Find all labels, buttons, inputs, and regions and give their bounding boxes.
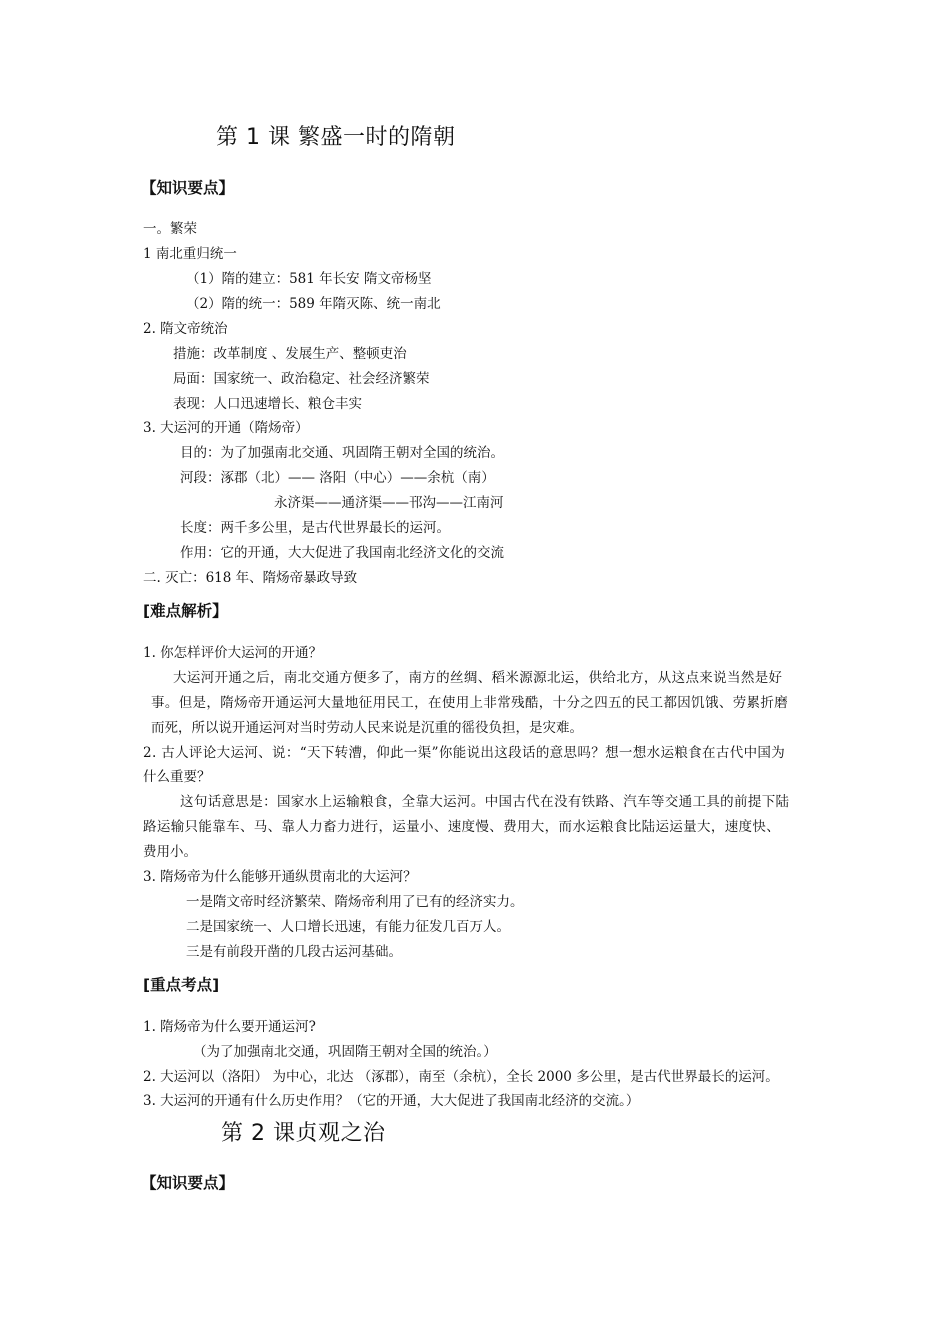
difficult-line: 2. 古人评论大运河、说：“天下转漕，仰此一渠”你能说出这段话的意思吗？想一想水运粮食在古代中国为 (143, 745, 786, 761)
knowledge-line: 目的：为了加强南北交通、巩固隋王朝对全国的统治。 (180, 445, 504, 461)
difficult-line: 事。但是，隋炀帝开通运河大量地征用民工，在使用上非常残酷，十分之四五的民工都因饥饿、劳累折磨 (151, 695, 789, 711)
lesson1-title: 第 1 课 繁盛一时的隋朝 (216, 125, 456, 150)
knowledge-line: 河段：涿郡（北）—— 洛阳（中心）——余杭（南） (180, 470, 495, 486)
key-point-line: （为了加强南北交通，巩固隋王朝对全国的统治。） (193, 1044, 497, 1060)
difficult-line: 二是国家统一、人口增长迅速，有能力征发几百万人。 (186, 919, 510, 935)
knowledge-line: 永济渠——通济渠——邗沟——江南河 (274, 495, 504, 511)
knowledge-line: 2. 隋文帝统治 (143, 321, 228, 337)
difficult-heading: [难点解析】 (143, 602, 228, 620)
difficult-line: 大运河开通之后，南北交通方便多了，南方的丝绸、稻米源源北运，供给北方，从这点来说当然是好 (173, 670, 783, 686)
difficult-line: 费用小。 (143, 844, 197, 860)
knowledge-line: （2）隋的统一：589 年隋灭陈、统一南北 (186, 296, 441, 312)
key-point-line: 3. 大运河的开通有什么历史作用？（它的开通，大大促进了我国南北经济的交流。） (143, 1093, 640, 1109)
difficult-line: 一是隋文帝时经济繁荣、隋炀帝利用了已有的经济实力。 (186, 894, 524, 910)
knowledge-line: 措施：改革制度 、发展生产、整顿吏治 (173, 346, 407, 362)
difficult-line: 什么重要？ (143, 769, 211, 785)
key-points-heading: [重点考点] (143, 976, 220, 994)
key-point-line: 1. 隋炀帝为什么要开通运河? (143, 1019, 316, 1035)
knowledge-line: 局面：国家统一、政治稳定、社会经济繁荣 (173, 371, 430, 387)
knowledge-line: 长度：两千多公里，是古代世界最长的运河。 (180, 520, 450, 536)
knowledge-line: （1）隋的建立：581 年长安 隋文帝杨坚 (186, 271, 432, 287)
knowledge-line: 作用：它的开通，大大促进了我国南北经济文化的交流 (180, 545, 504, 561)
difficult-line: 1. 你怎样评价大运河的开通？ (143, 645, 323, 661)
lesson2-title: 第 2 课贞观之治 (221, 1121, 386, 1146)
difficult-line: 路运输只能靠车、马、靠人力畜力进行，运量小、速度慢、费用大，而水运粮食比陆运运量大，速度快、 (143, 819, 781, 835)
knowledge-line: 二. 灭亡：618 年、隋炀帝暴政导致 (143, 570, 358, 586)
knowledge-line: 1 南北重归统一 (143, 246, 237, 262)
knowledge-line: 一。繁荣 (143, 221, 197, 237)
difficult-line: 而死，所以说开通运河对当时劳动人民来说是沉重的徭役负担，是灾难。 (151, 720, 583, 736)
knowledge-line: 表现：人口迅速增长、粮仓丰实 (173, 396, 362, 412)
key-point-line: 2. 大运河以（洛阳） 为中心，北达 （涿郡），南至（余杭），全长 2000 多公里，是古代世界最长的运河。 (143, 1069, 779, 1085)
difficult-line: 三是有前段开凿的几段古运河基础。 (186, 944, 402, 960)
lesson2-knowledge-heading: 【知识要点】 (141, 1174, 235, 1192)
knowledge-line: 3. 大运河的开通（隋炀帝） (143, 420, 309, 436)
knowledge-heading: 【知识要点】 (141, 179, 235, 197)
difficult-line: 3. 隋炀帝为什么能够开通纵贯南北的大运河？ (143, 869, 417, 885)
difficult-line: 这句话意思是：国家水上运输粮食，全靠大运河。中国古代在没有铁路、汽车等交通工具的前提下陆 (180, 794, 790, 810)
